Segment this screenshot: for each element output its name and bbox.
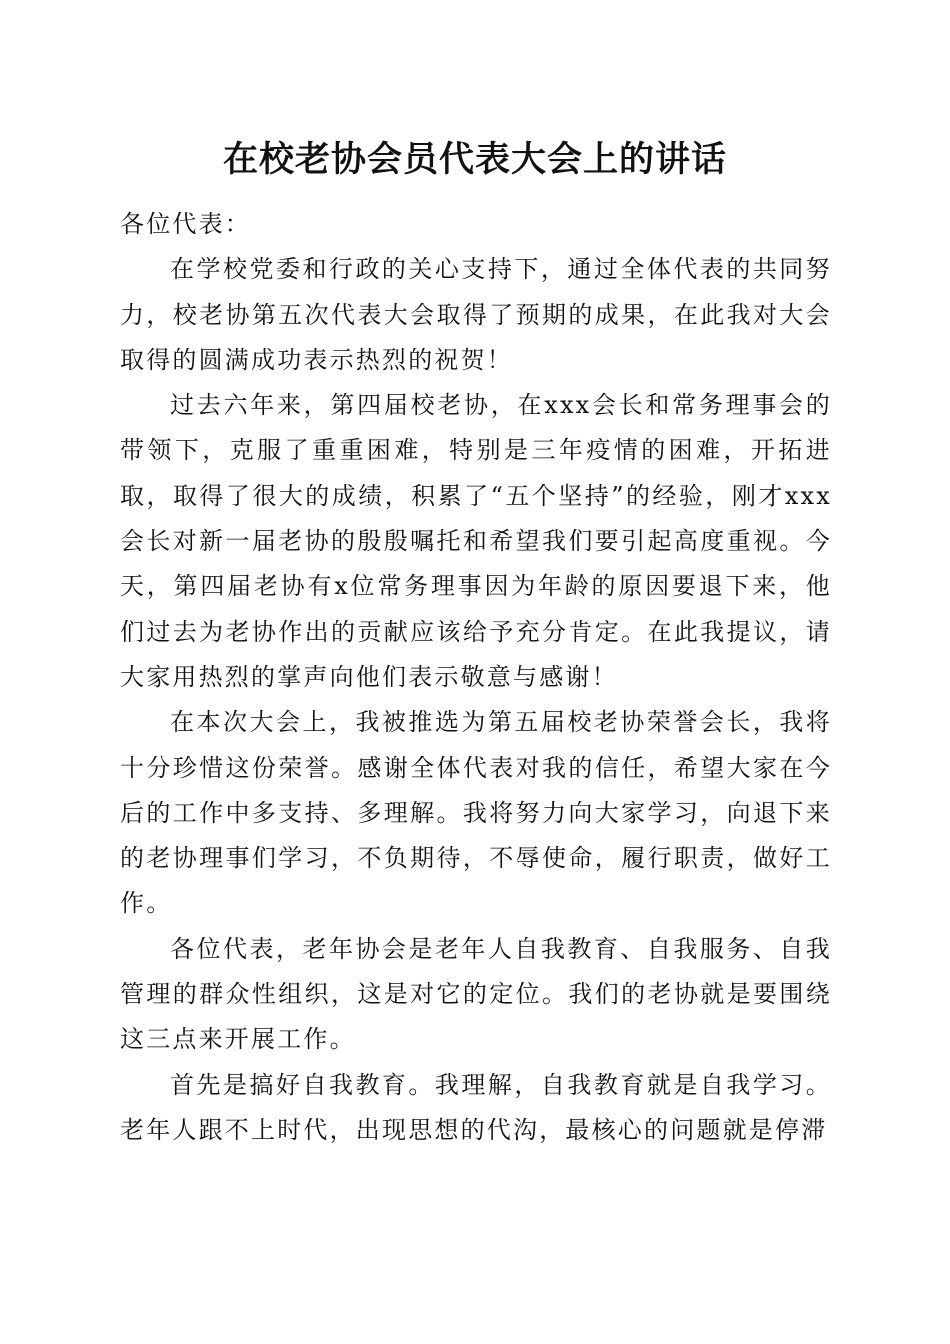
document-title: 在校老协会员代表大会上的讲话 xyxy=(222,139,727,180)
paragraph-2: 过去六年来，第四届校老协，在xxx会长和常务理事会的带领下，克服了重重困难，特别是三年疫情的困难，开拓进取，取得了很大的成绩，积累了“五个坚持”的经验，刚才xxx会长对新一届老协的殷殷嘱托和希望我们要引起高度重视。今天，第四届老协有x位常务理事因为年龄的原因要退下来，他们过去为老协作出的贡献应该给予充分肯定。在此我提议，请大家用热烈的掌声向他们表示敬意与感谢！ xyxy=(120,391,832,691)
salutation: 各位代表： xyxy=(120,210,251,238)
paragraph-3: 在本次大会上，我被推选为第五届校老协荣誉会长，我将十分珍惜这份荣誉。感谢全体代表对我的信任，希望大家在今后的工作中多支持、多理解。我将努力向大家学习，向退下来的老协理事们学习，不负期待，不辱使命，履行职责，做好工作。 xyxy=(120,708,832,918)
paragraph-1: 在学校党委和行政的关心支持下，通过全体代表的共同努力，校老协第五次代表大会取得了预期的成果，在此我对大会取得的圆满成功表示热烈的祝贺！ xyxy=(120,255,832,374)
paragraph-4: 各位代表，老年协会是老年人自我教育、自我服务、自我管理的群众性组织，这是对它的定位。我们的老协就是要围绕这三点来开展工作。 xyxy=(120,934,832,1054)
document-body xyxy=(120,202,832,1153)
paragraph-5: 首先是搞好自我教育。我理解，自我教育就是自我学习。老年人跟不上时代，出现思想的代沟，最核心的问题就是停滞 xyxy=(120,1070,832,1144)
